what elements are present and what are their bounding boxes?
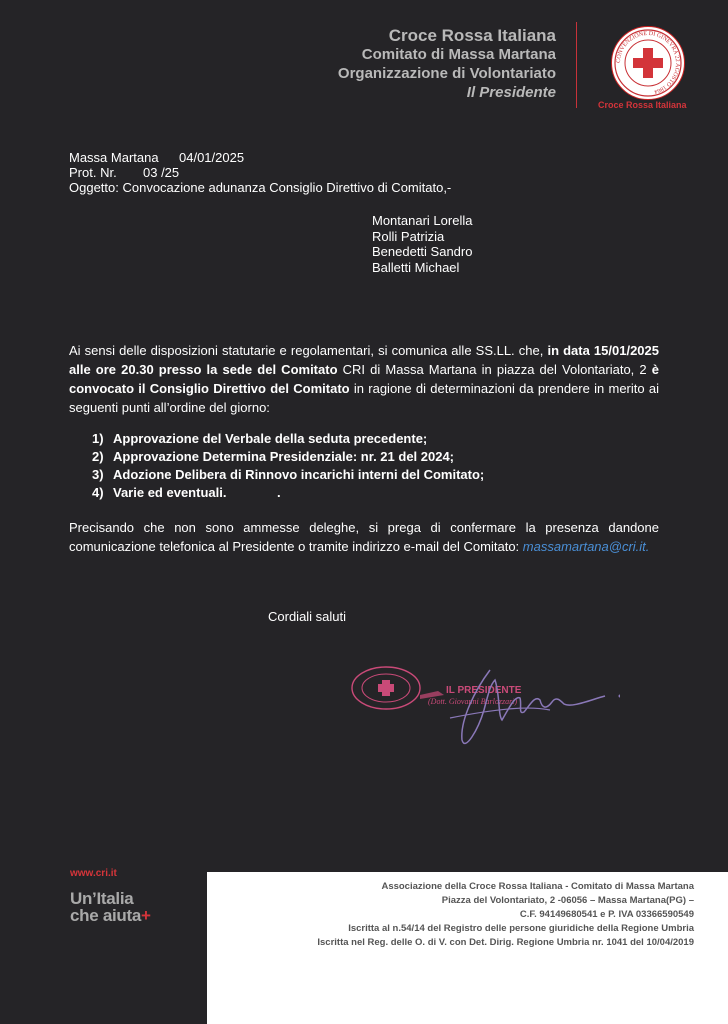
footer-line: Associazione della Croce Rossa Italiana - Comitato di Massa Martana	[381, 881, 694, 892]
header-divider	[576, 22, 577, 108]
signature-block	[350, 660, 620, 760]
recipient: Rolli Patrizia	[372, 228, 445, 244]
subject: Oggetto: Convocazione adunanza Consiglio Direttivo di Comitato,-	[69, 180, 452, 195]
agenda-list	[92, 430, 484, 502]
body-text-bold: in data 15/01/2025 alle ore 20.30 presso la sede del Comitato	[69, 343, 660, 377]
role-title: Il Presidente	[466, 84, 556, 101]
logo-caption: Croce Rossa Italiana	[598, 100, 687, 110]
prot-label: Prot. Nr.	[69, 165, 117, 180]
slogan	[70, 890, 151, 924]
item-text: Approvazione del Verbale della seduta precedente;	[113, 431, 428, 446]
recipient: Montanari Lorella	[372, 213, 473, 228]
letterhead	[338, 26, 556, 102]
slogan-line: Un’Italia	[70, 889, 134, 908]
website-link[interactable]: www.cri.it	[70, 868, 117, 879]
item-text: Adozione Delibera di Rinnovo incarichi interni del Comitato;	[113, 467, 485, 482]
red-cross-logo-icon	[611, 26, 685, 100]
recipient: Balletti Michael	[372, 259, 460, 275]
item-text: Approvazione Determina Presidenziale: nr. 21 del 2024;	[113, 449, 455, 464]
date: 04/01/2025	[179, 150, 245, 165]
slogan-line	[70, 907, 151, 924]
footer-line: C.F. 94149680541 e P. IVA 03366590549	[519, 909, 694, 920]
footer-line: Piazza del Volontariato, 2 -06056 – Massa Martana(PG) –	[441, 895, 694, 906]
body-paragraph-1	[69, 341, 659, 417]
signature-icon	[350, 660, 620, 755]
recipient: Benedetti Sandro	[372, 244, 473, 259]
footer-info	[317, 880, 694, 950]
signature-title: IL PRESIDENTE	[446, 685, 522, 696]
emblem-ring-text: CONVENZIONE DI GINEVRA 22 AGOSTO 1864	[615, 30, 681, 95]
item-number: 3)	[92, 467, 104, 482]
red-plus-icon: +	[141, 906, 151, 925]
item-number: 2)	[92, 449, 104, 464]
prot-value: 03 /25	[143, 165, 180, 180]
slogan-text: che aiuta	[70, 906, 141, 925]
body-text: in ragione di determinazioni da prendere in merito ai seguenti punti all’ordine del giorno:	[69, 381, 659, 415]
body-text: Precisando che non sono ammesse deleghe, si prega di confermare la presenza dandone comunicazione telefonica al Presidente o tramite indirizzo e-mail del Comitato:	[69, 520, 659, 554]
signature-name: (Dott. Giovanni Barlozzari)	[428, 697, 518, 706]
list-item	[92, 484, 484, 502]
list-item	[92, 448, 484, 466]
item-number: 1)	[92, 431, 104, 446]
body-text: CRI di Massa Martana in piazza del Volontariato, 2	[337, 362, 652, 377]
list-item	[92, 430, 484, 448]
org-type: Organizzazione di Volontariato	[337, 65, 556, 82]
list-item	[92, 466, 484, 484]
recipients	[372, 213, 472, 275]
footer-line: Iscritta nel Reg. delle O. di V. con Det. Dirig. Regione Umbria nr. 1041 del 10/04/2019	[317, 937, 694, 948]
item-text: Varie ed eventuali. .	[113, 485, 281, 500]
item-number: 4)	[92, 485, 104, 500]
letter-meta	[69, 150, 451, 195]
email-link[interactable]: massamartana@cri.it.	[522, 539, 650, 554]
footer-line: Iscritta al n.54/14 del Registro delle persone giuridiche della Regione Umbria	[348, 923, 694, 934]
body-text-bold: è convocato il Consiglio Direttivo del Comitato	[69, 362, 659, 396]
body-paragraph-2	[69, 518, 659, 556]
closing: Cordiali saluti	[268, 609, 347, 624]
committee-name: Comitato di Massa Martana	[361, 46, 556, 63]
place: Massa Martana	[69, 150, 159, 165]
body-text: Ai sensi delle disposizioni statutarie e regolamentari, si comunica alle SS.LL. che,	[69, 343, 548, 358]
org-name: Croce Rossa Italiana	[388, 26, 556, 45]
